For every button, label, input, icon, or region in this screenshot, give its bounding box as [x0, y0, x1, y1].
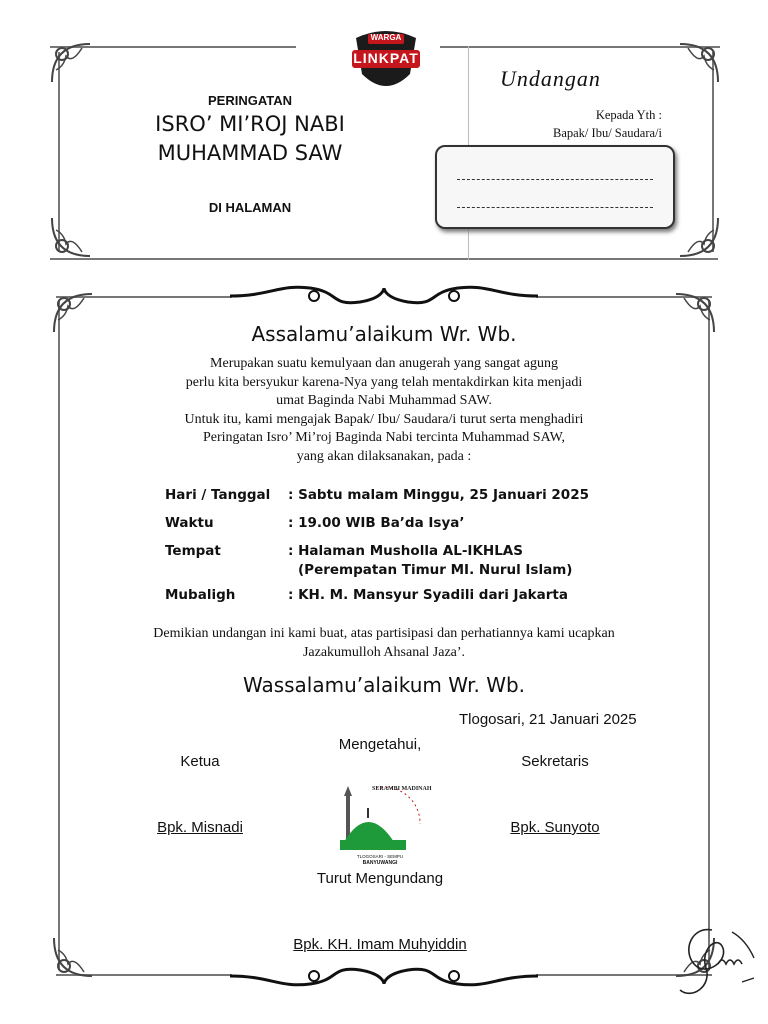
closing-line: Demikian undangan ini kami buat, atas partisipasi dan perhatiannya kami ucapkan [153, 626, 615, 641]
emblem-sub: TLOGOSARI - SEMPU [356, 854, 404, 859]
peringatan-label: PERINGATAN [207, 93, 293, 108]
event-title-line1: ISRO’ MI’ROJ NABI [155, 112, 345, 136]
recipient-line-2 [457, 207, 653, 208]
intro-line: umat Baginda Nabi Muhammad SAW. [276, 393, 492, 409]
handwritten-signature-icon [672, 920, 764, 1006]
intro-line: Untuk itu, kami mengajak Bapak/ Ibu/ Saudara/i turut serta menghadiri [184, 411, 584, 427]
detail-value: : Sabtu malam Minggu, 25 Januari 2025 [288, 487, 589, 503]
detail-value: : 19.00 WIB Ba’da Isya’ [288, 515, 465, 531]
detail-value: : Halaman Musholla AL-IKHLAS [288, 543, 523, 559]
ornament-corner-icon [50, 934, 96, 980]
intro-line: Peringatan Isro’ Mi’roj Baginda Nabi tercinta Muhammad SAW, [202, 430, 566, 446]
kepada-label: Kepada Yth : [595, 108, 662, 122]
greeting: Assalamu’alaikum Wr. Wb. [251, 322, 517, 346]
ornament-corner-icon [48, 214, 94, 260]
event-title-line2: MUHAMMAD SAW [157, 141, 343, 165]
flourish-bottom-icon [230, 962, 538, 990]
turut-mengundang: Turut Mengundang [316, 870, 444, 887]
ketua-name: Bpk. Misnadi [157, 819, 243, 836]
ornament-corner-icon [676, 40, 722, 86]
detail-value: : KH. M. Mansyur Syadili dari Jakarta [288, 587, 568, 603]
emblem-title: SERAMBI MADINAH [372, 786, 432, 792]
logo-main-text: LINKPAT [353, 50, 419, 66]
intro-line: Merupakan suatu kemulyaan dan anugerah yang sangat agung [210, 356, 558, 371]
recipient-box[interactable] [435, 145, 675, 229]
sekretaris-name: Bpk. Sunyoto [510, 819, 600, 836]
logo-top-text: WARGA [370, 33, 402, 42]
recipient-line-1 [457, 179, 653, 180]
emblem-city: BANYUWANGI [362, 860, 398, 866]
flourish-top-icon [230, 282, 538, 310]
intro-paragraph [80, 355, 688, 467]
detail-label: Hari / Tanggal [165, 487, 271, 503]
top-card-border-bottom [50, 258, 718, 260]
ornament-corner-icon [48, 40, 94, 86]
detail-label: Waktu [165, 515, 214, 531]
intro-line: perlu kita bersyukur karena-Nya yang telah mentakdirkan kita menjadi [185, 374, 583, 390]
closing-paragraph [70, 625, 698, 662]
serambi-madinah-emblem [336, 784, 432, 866]
main-border-right [708, 300, 710, 970]
sekretaris-title: Sekretaris [521, 753, 589, 770]
ketua-title: Ketua [180, 753, 220, 770]
closing-line: Jazakumulloh Ahsanal Jaza’. [302, 644, 466, 660]
ornament-corner-icon [676, 214, 722, 260]
detail-value: (Perempatan Timur MI. Nurul Islam) [298, 562, 573, 578]
detail-label: Tempat [165, 543, 221, 559]
linkpat-logo [350, 28, 422, 96]
intro-line: yang akan dilaksanakan, pada : [296, 448, 472, 464]
detail-label: Mubaligh [165, 587, 236, 603]
mengetahui-label: Mengetahui, [338, 736, 422, 753]
imam-name: Bpk. KH. Imam Muhyiddin [293, 936, 467, 953]
place-date: Tlogosari, 21 Januari 2025 [459, 711, 637, 728]
mosque-dome-icon [336, 784, 424, 854]
main-border-left [58, 300, 60, 970]
farewell: Wassalamu’alaikum Wr. Wb. [242, 673, 526, 697]
di-halaman-label: DI HALAMAN [208, 200, 292, 215]
recipient-label: Bapak/ Ibu/ Saudara/i [553, 126, 662, 140]
undangan-script-title: Undangan [500, 66, 601, 91]
